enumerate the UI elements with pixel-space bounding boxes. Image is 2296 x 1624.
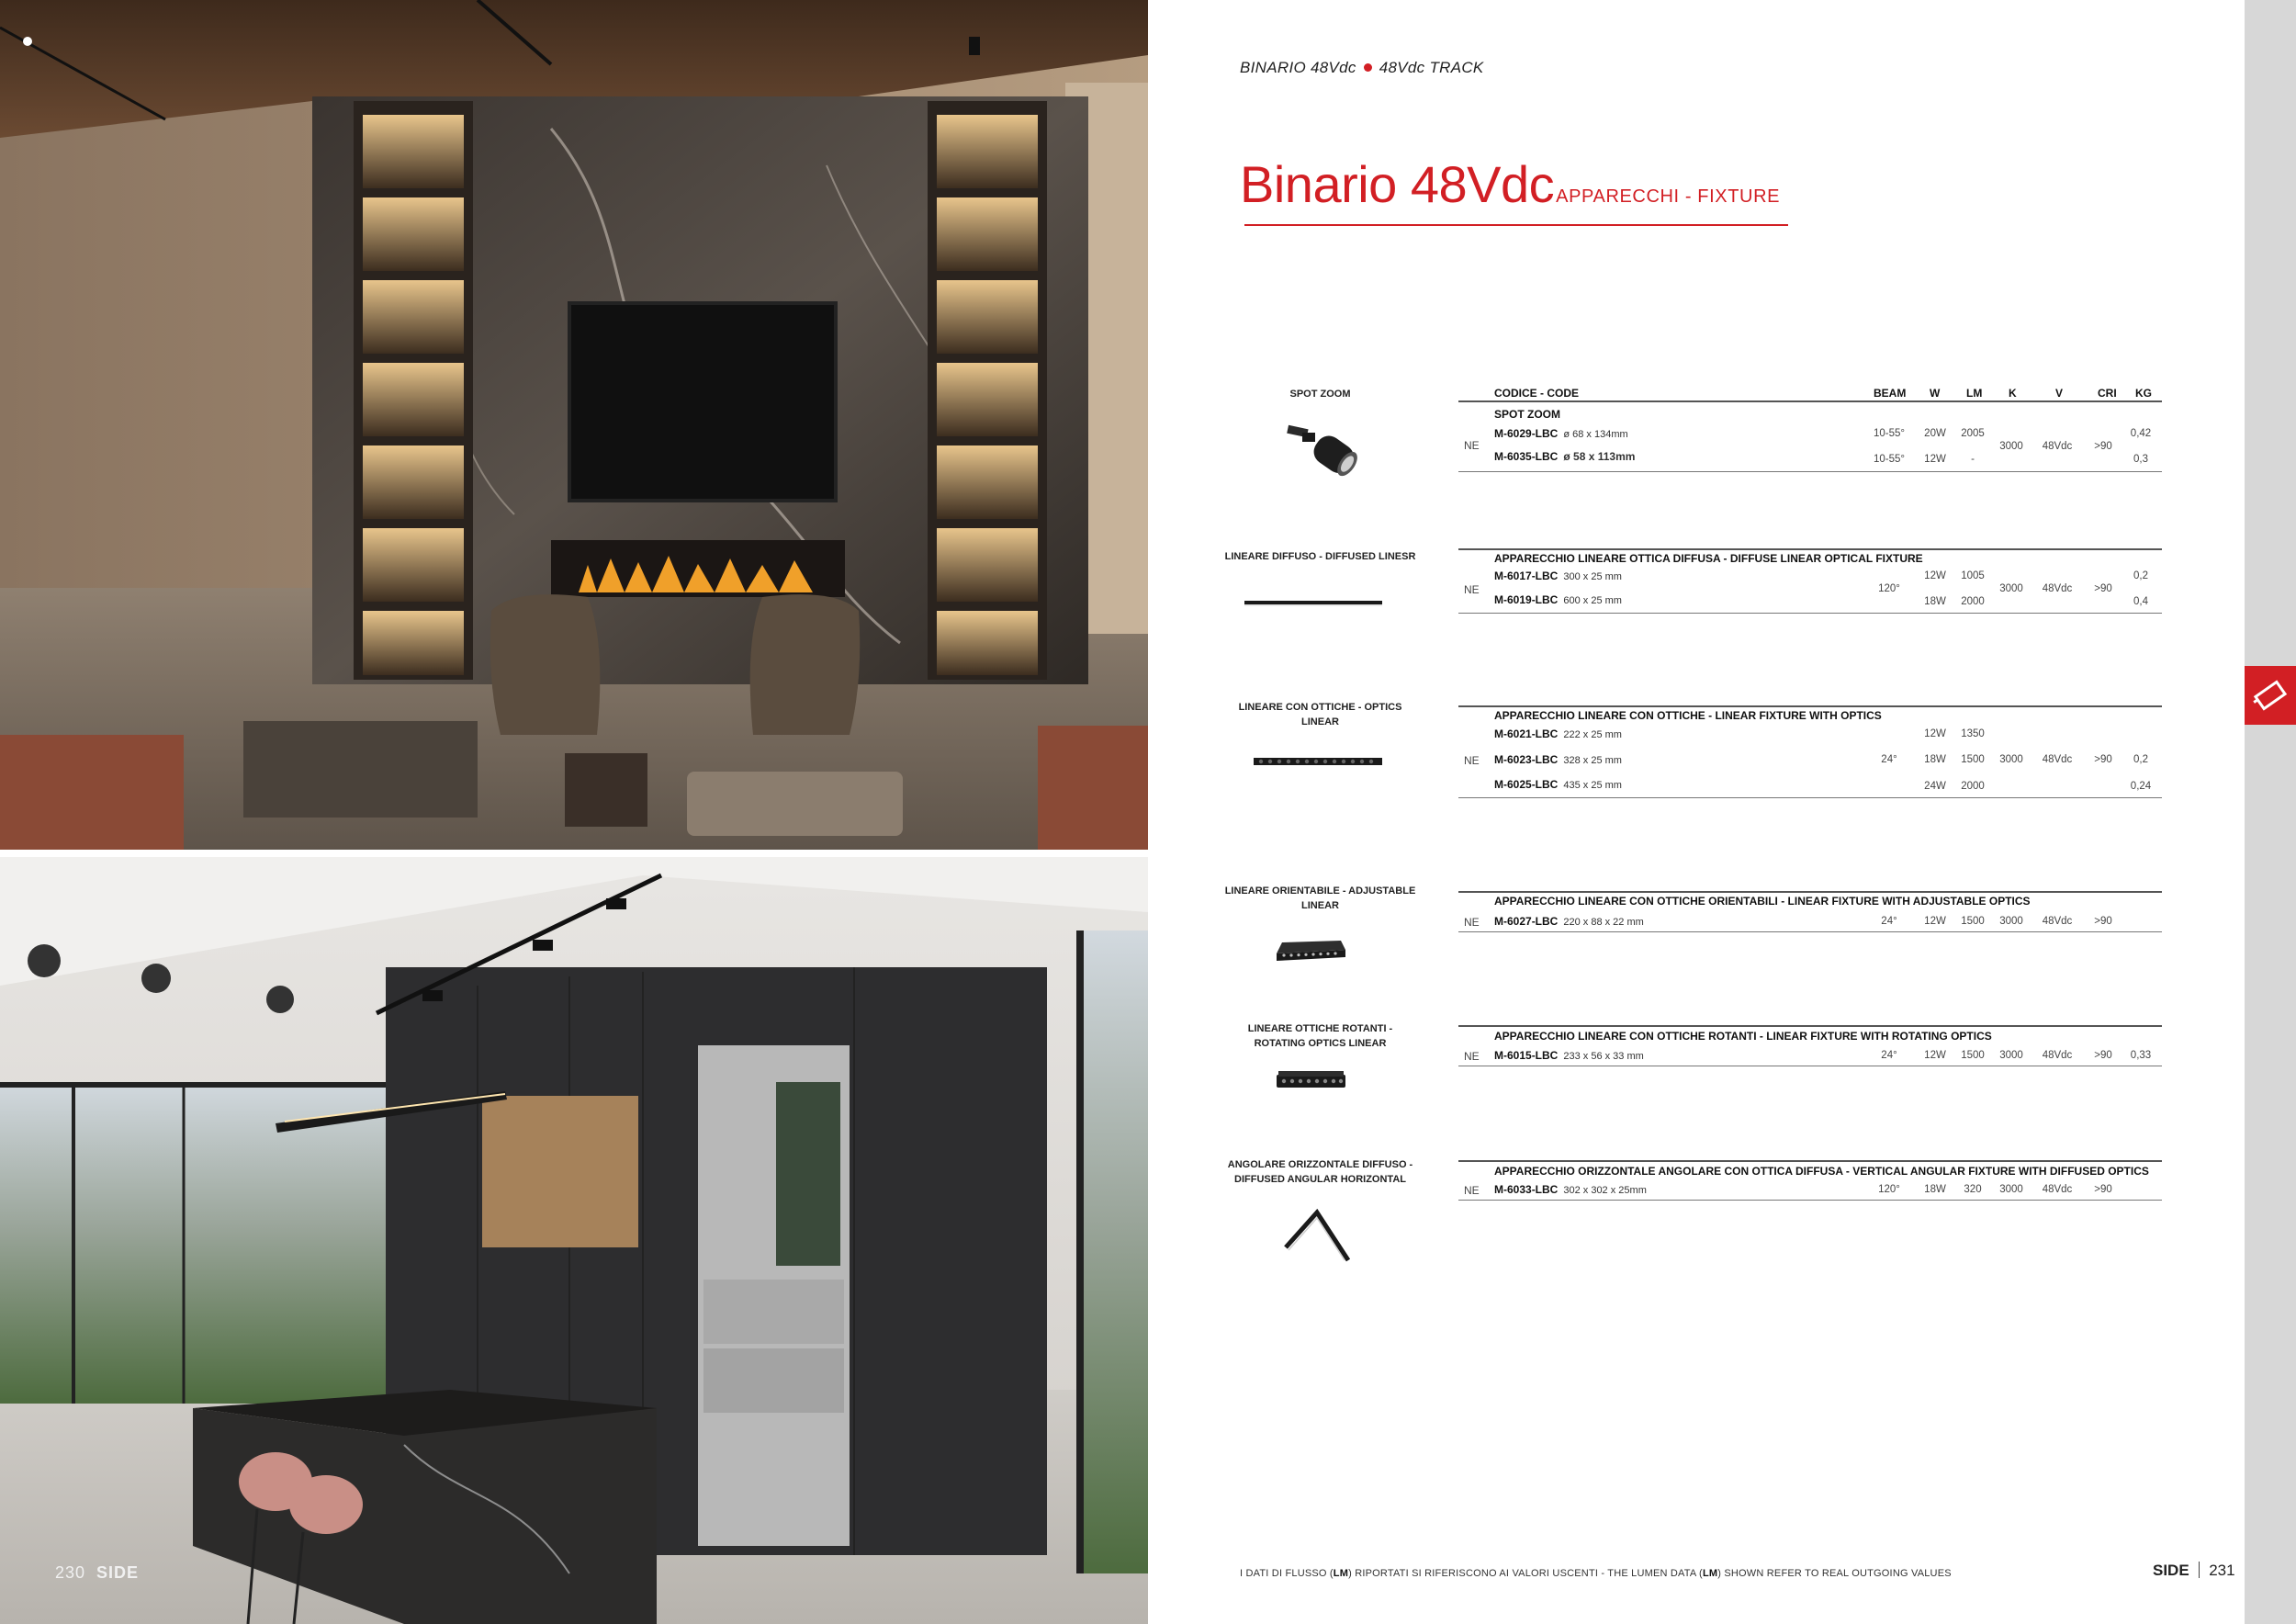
product-code: [1494, 450, 1635, 463]
table-top-rule: [1458, 1160, 2162, 1162]
kg-value: 0,42: [2130, 428, 2152, 439]
lumen-value: 1500: [1961, 1050, 1985, 1061]
watt-value: 12W: [1924, 916, 1946, 927]
table-bottom-rule: [1458, 471, 2162, 472]
header-lm: LM: [1966, 387, 1983, 400]
dimension: ø 58 x 113mm: [1563, 450, 1636, 463]
header-kg: KG: [2135, 387, 2152, 400]
voltage-value: 48Vdc: [2042, 441, 2073, 452]
side-strip: [2245, 0, 2296, 1624]
product-code: [1494, 570, 1622, 582]
diffused-linear-fixture-image: [1244, 599, 1382, 608]
voltage-value: 48Vdc: [2042, 916, 2073, 927]
note-text: ) RIPORTATI SI RIFERISCONO AI VALORI USCENTI - THE LUMEN DATA (: [1348, 1568, 1703, 1579]
table-top-rule: [1458, 400, 2162, 402]
code-value: M-6017-LBC: [1494, 570, 1559, 582]
lumen-value: 2000: [1961, 781, 1985, 792]
dimension: 222 x 25 mm: [1563, 729, 1622, 740]
watt-value: 18W: [1924, 596, 1946, 607]
voltage-value: 48Vdc: [2042, 1184, 2073, 1195]
kg-value: 0,4: [2133, 596, 2148, 607]
table-bottom-rule: [1458, 613, 2162, 614]
dimension: 300 x 25 mm: [1563, 571, 1622, 582]
kg-value: 0,24: [2130, 781, 2152, 792]
cri-value: >90: [2094, 754, 2112, 765]
lumen-value: 320: [1964, 1184, 1982, 1195]
header-v: V: [2055, 387, 2064, 400]
note-lm: LM: [1702, 1568, 1718, 1579]
product-code: [1494, 753, 1622, 766]
right-page-footer: [2153, 1562, 2235, 1580]
right-page-number: 231: [2209, 1562, 2235, 1579]
table-bottom-rule: [1458, 931, 2162, 932]
product-code: [1494, 1183, 1647, 1196]
family-title: SPOT ZOOM: [1494, 408, 1560, 421]
spot-zoom-fixture-image: [1286, 416, 1364, 485]
ne-finish: NE: [1464, 583, 1480, 596]
lumen-value: 1500: [1961, 916, 1985, 927]
table-bottom-rule: [1458, 797, 2162, 798]
kitchen-photo: [0, 857, 1148, 1624]
lumen-value: 2000: [1961, 596, 1985, 607]
watt-value: 12W: [1924, 1050, 1946, 1061]
right-page: [1148, 0, 2296, 1624]
product-code: [1494, 727, 1622, 740]
title-underline: [1244, 224, 1788, 226]
kelvin-value: 3000: [1999, 754, 2023, 765]
code-value: M-6027-LBC: [1494, 915, 1559, 928]
watt-value: 12W: [1924, 728, 1946, 739]
ne-finish: NE: [1464, 754, 1480, 767]
watt-value: 20W: [1924, 428, 1946, 439]
note-text: I DATI DI FLUSSO (: [1240, 1568, 1334, 1579]
kelvin-value: 3000: [1999, 916, 2023, 927]
lumen-data-note: [1240, 1568, 1952, 1579]
beam-value: 120°: [1878, 1184, 1900, 1195]
kelvin-value: 3000: [1999, 1184, 2023, 1195]
lumen-value: 2005: [1961, 428, 1985, 439]
watt-value: 18W: [1924, 754, 1946, 765]
cri-value: >90: [2094, 441, 2112, 452]
product-code: [1494, 427, 1628, 440]
dimension: 328 x 25 mm: [1563, 755, 1622, 766]
running-head-left: BINARIO 48Vdc: [1240, 59, 1356, 76]
table-top-rule: [1458, 891, 2162, 893]
table-top-rule: [1458, 1025, 2162, 1027]
dimension: ø 68 x 134mm: [1563, 429, 1628, 440]
bullet-dot-icon: [1364, 63, 1372, 72]
beam-value: 24°: [1881, 1050, 1897, 1061]
header-k: K: [2009, 387, 2017, 400]
cri-value: >90: [2094, 916, 2112, 927]
table-top-rule: [1458, 705, 2162, 707]
note-lm: LM: [1333, 1568, 1349, 1579]
product-code: [1494, 778, 1622, 791]
dimension: 435 x 25 mm: [1563, 780, 1622, 791]
code-value: M-6021-LBC: [1494, 727, 1559, 740]
ne-finish: NE: [1464, 439, 1480, 452]
kelvin-value: 3000: [1999, 441, 2023, 452]
header-beam: BEAM: [1874, 387, 1907, 400]
header-w: W: [1930, 387, 1941, 400]
code-value: M-6025-LBC: [1494, 778, 1559, 791]
page-title-sub: APPARECCHI - FIXTURE: [1556, 186, 1781, 207]
lumen-value: -: [1971, 454, 1975, 465]
product-label: LINEARE ORIENTABILE - ADJUSTABLE LINEAR: [1224, 885, 1416, 911]
code-value: M-6033-LBC: [1494, 1183, 1559, 1196]
family-title: APPARECCHIO LINEARE CON OTTICHE ROTANTI - LINEAR FIXTURE WITH ROTATING OPTICS: [1494, 1030, 1992, 1043]
running-head-right: 48Vdc TRACK: [1379, 59, 1484, 76]
kelvin-value: 3000: [1999, 1050, 2023, 1061]
ne-finish: NE: [1464, 1184, 1480, 1197]
watt-value: 12W: [1924, 570, 1946, 581]
product-label: ANGOLARE ORIZZONTALE DIFFUSO - DIFFUSED ANGULAR HORIZONTAL: [1227, 1159, 1413, 1185]
beam-value: 24°: [1881, 754, 1897, 765]
product-code: [1494, 593, 1622, 606]
beam-value: 10-55°: [1873, 428, 1906, 439]
family-title: APPARECCHIO LINEARE CON OTTICHE - LINEAR FIXTURE WITH OPTICS: [1494, 709, 1882, 722]
product-label: LINEARE DIFFUSO - DIFFUSED LINESR: [1224, 551, 1416, 562]
kg-value: 0,2: [2133, 570, 2148, 581]
header-cri: CRI: [2098, 387, 2117, 400]
right-brand: SIDE: [2153, 1562, 2189, 1579]
dimension: 302 x 302 x 25mm: [1563, 1185, 1647, 1196]
lumen-value: 1350: [1961, 728, 1985, 739]
divider: [2199, 1562, 2200, 1578]
family-title: APPARECCHIO LINEARE OTTICA DIFFUSA - DIFFUSE LINEAR OPTICAL FIXTURE: [1494, 552, 1923, 565]
left-page-number: 230: [55, 1563, 86, 1582]
product-label: LINEARE CON OTTICHE - OPTICS LINEAR: [1238, 702, 1402, 727]
left-brand: SIDE: [96, 1563, 140, 1582]
angular-fixture-image: [1284, 1209, 1350, 1264]
beam-value: 120°: [1878, 583, 1900, 594]
note-text: ) SHOWN REFER TO REAL OUTGOING VALUES: [1717, 1568, 1952, 1579]
product-code: [1494, 1049, 1644, 1062]
beam-value: 10-55°: [1873, 454, 1906, 465]
family-title: APPARECCHIO LINEARE CON OTTICHE ORIENTABILI - LINEAR FIXTURE WITH ADJUSTABLE OPTICS: [1494, 895, 2031, 908]
track-fixture-icon: [2245, 666, 2296, 725]
ne-finish: NE: [1464, 916, 1480, 929]
product-label: SPOT ZOOM: [1289, 389, 1351, 400]
watt-value: 18W: [1924, 1184, 1946, 1195]
table-top-rule: [1458, 548, 2162, 550]
voltage-value: 48Vdc: [2042, 583, 2073, 594]
kg-value: 0,33: [2130, 1050, 2152, 1061]
code-value: M-6029-LBC: [1494, 427, 1559, 440]
cri-value: >90: [2094, 583, 2112, 594]
lumen-value: 1005: [1961, 570, 1985, 581]
optics-linear-fixture-image: [1254, 755, 1382, 768]
adjustable-linear-fixture-image: [1277, 937, 1345, 964]
kelvin-value: 3000: [1999, 583, 2023, 594]
watt-value: 12W: [1924, 454, 1946, 465]
code-value: M-6023-LBC: [1494, 753, 1559, 766]
code-value: M-6019-LBC: [1494, 593, 1559, 606]
voltage-value: 48Vdc: [2042, 1050, 2073, 1061]
lumen-value: 1500: [1961, 754, 1985, 765]
product-code: [1494, 915, 1644, 928]
kg-value: 0,2: [2133, 754, 2148, 765]
product-label: LINEARE OTTICHE ROTANTI - ROTATING OPTICS LINEAR: [1247, 1023, 1393, 1049]
header-code: CODICE - CODE: [1494, 387, 1580, 400]
code-value: M-6035-LBC: [1494, 450, 1559, 463]
voltage-value: 48Vdc: [2042, 754, 2073, 765]
kg-value: 0,3: [2133, 454, 2148, 465]
table-bottom-rule: [1458, 1200, 2162, 1201]
living-room-photo: [0, 0, 1148, 850]
beam-value: 24°: [1881, 916, 1897, 927]
family-title: APPARECCHIO ORIZZONTALE ANGOLARE CON OTTICA DIFFUSA - VERTICAL ANGULAR FIXTURE WITH DIFFUSED OPTICS: [1494, 1165, 2149, 1178]
cri-value: >90: [2094, 1184, 2112, 1195]
page-title: [1240, 154, 1780, 214]
running-head: [1240, 59, 1484, 77]
dimension: 233 x 56 x 33 mm: [1563, 1051, 1644, 1062]
watt-value: 24W: [1924, 781, 1946, 792]
rotating-optics-fixture-image: [1277, 1066, 1345, 1093]
code-value: M-6015-LBC: [1494, 1049, 1559, 1062]
dimension: 600 x 25 mm: [1563, 595, 1622, 606]
ne-finish: NE: [1464, 1050, 1480, 1063]
page-title-main: Binario 48Vdc: [1240, 155, 1555, 213]
left-page-footer: [55, 1563, 139, 1583]
dimension: 220 x 88 x 22 mm: [1563, 917, 1644, 928]
section-tab[interactable]: [2245, 666, 2296, 725]
cri-value: >90: [2094, 1050, 2112, 1061]
